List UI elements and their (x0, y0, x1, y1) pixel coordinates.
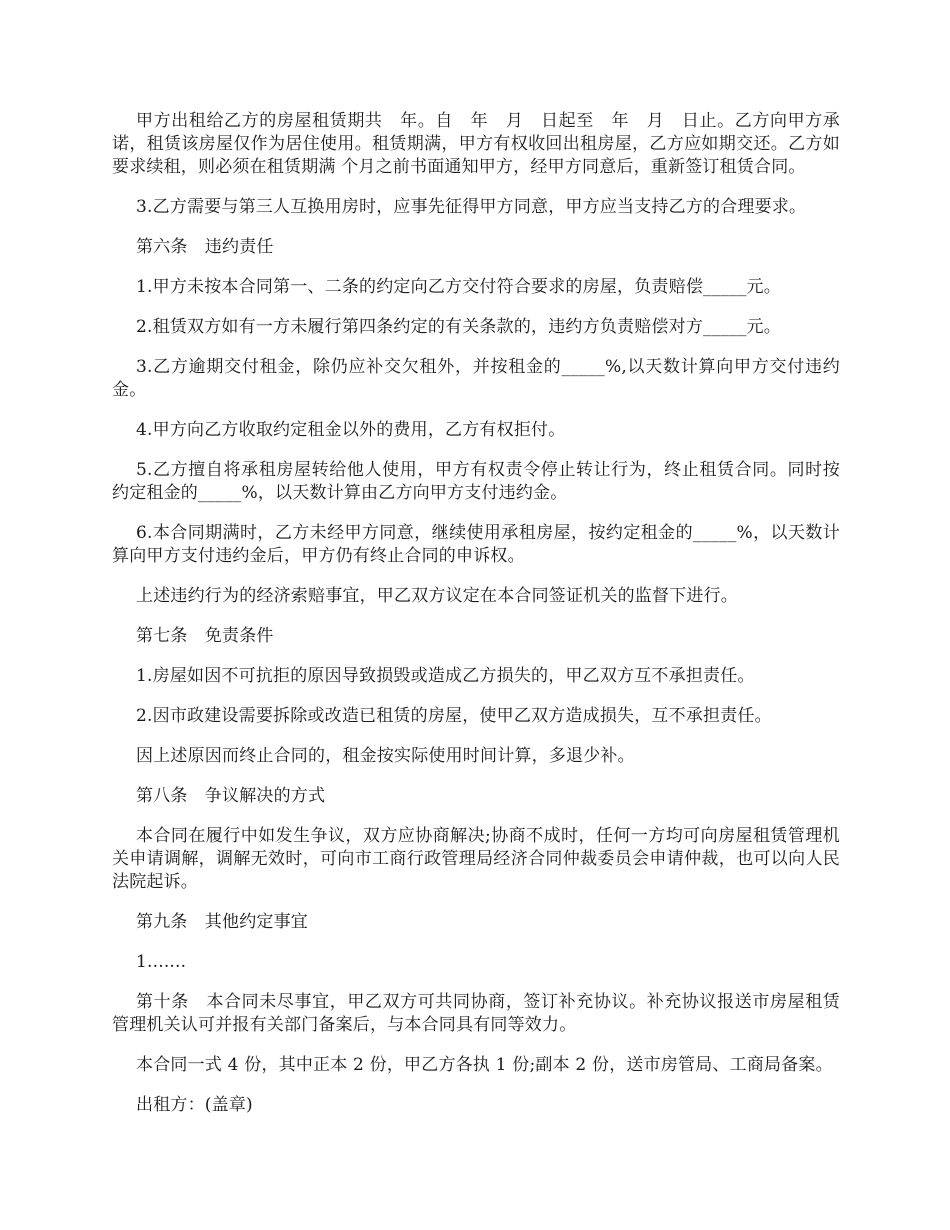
paragraph-rent-settlement: 因上述原因而终止合同的，租金按实际使用时间计算，多退少补。 (136, 746, 635, 766)
paragraph-clause-6-4: 4.甲方向乙方收取约定租金以外的费用，乙方有权拒付。 (136, 420, 566, 440)
article-9-heading: 第九条 其他约定事宜 (136, 912, 308, 932)
paragraph-article-10: 第十条 本合同未尽事宜，甲乙双方可共同协商，签订补充协议。补充协议报送市房屋租赁管理机关认可并报有关部门备案后，与本合同具有同等效力。 (112, 992, 840, 1035)
article-7-heading: 第七条 免责条件 (136, 626, 274, 646)
paragraph-clause-6-1: 1.甲方未按本合同第一、二条的约定向乙方交付符合要求的房屋，负责赔偿_____元。 (136, 277, 781, 297)
paragraph-clause-6-2: 2.租赁双方如有一方未履行第四条约定的有关条款的，违约方负责赔偿对方_____元。 (136, 317, 781, 337)
paragraph-claims-note: 上述违约行为的经济索赔事宜，甲乙双方议定在本合同签证机关的监督下进行。 (136, 586, 738, 606)
paragraph-clause-6-6: 6.本合同期满时，乙方未经甲方同意，继续使用承租房屋，按约定租金的_____%，以天数计算向甲方支付违约金后，甲方仍有终止合同的申诉权。 (112, 523, 840, 566)
paragraph-lease-term: 甲方出租给乙方的房屋租赁期共 年。自 年 月 日起至 年 月 日止。乙方向甲方承诺，租赁该房屋仅作为居住使用。租赁期满，甲方有权收回出租房屋，乙方应如期交还。乙方如要求续租，则必须在租赁期满 个月之前书面通知甲方，经甲方同意后，重新签订租赁合同。 (112, 111, 840, 177)
article-6-heading: 第六条 违约责任 (136, 237, 274, 257)
paragraph-clause-6-5: 5.乙方擅自将承租房屋转给他人使用，甲方有权责令停止转让行为，终止租赁合同。同时按约定租金的_____%，以天数计算由乙方向甲方支付违约金。 (112, 460, 840, 503)
paragraph-copies: 本合同一式 4 份，其中正本 2 份，甲乙方各执 1 份;副本 2 份，送市房管局、工商局备案。 (136, 1055, 833, 1075)
paragraph-clause-9-1: 1....... (136, 952, 187, 972)
article-8-heading: 第八条 争议解决的方式 (136, 786, 326, 806)
lessor-signature-line: 出租方：(盖章) (136, 1095, 253, 1115)
paragraph-dispute-resolution: 本合同在履行中如发生争议，双方应协商解决;协商不成时，任何一方均可向房屋租赁管理机关申请调解，调解无效时，可向市工商行政管理局经济合同仲裁委员会申请仲裁，也可以向人民法院起诉。 (112, 826, 840, 892)
paragraph-clause-7-2: 2.因市政建设需要拆除或改造已租赁的房屋，使甲乙双方造成损失，互不承担责任。 (136, 706, 772, 726)
paragraph-clause-5-3: 3.乙方需要与第三人互换用房时，应事先征得甲方同意，甲方应当支持乙方的合理要求。 (136, 197, 807, 217)
paragraph-clause-6-3: 3.乙方逾期交付租金，除仍应补交欠租外，并按租金的_____%,以天数计算向甲方交付违约金。 (112, 357, 840, 400)
paragraph-clause-7-1: 1.房屋如因不可抗拒的原因导致损毁或造成乙方损失的，甲乙双方互不承担责任。 (136, 666, 755, 686)
